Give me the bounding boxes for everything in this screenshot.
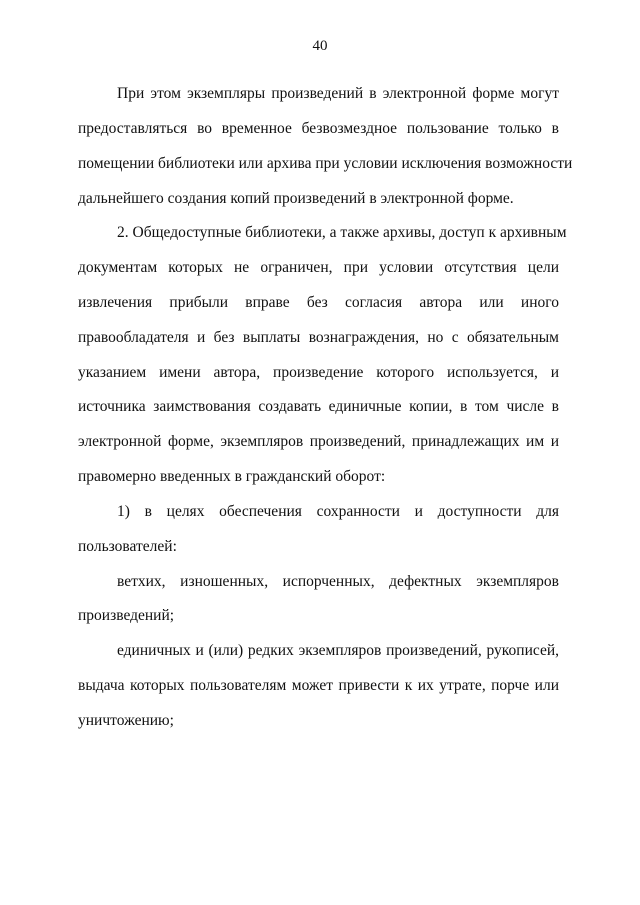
text-line: произведений; bbox=[78, 607, 175, 624]
text-line: предоставляться во временное безвозмездное пользование только в bbox=[78, 120, 559, 137]
text-line: выдача которых пользователям может привести к их утрате, порче или bbox=[78, 677, 559, 694]
text-line: помещении библиотеки или архива при условии исключения возможности bbox=[78, 155, 573, 172]
page-number: 40 bbox=[312, 38, 328, 54]
text-line: ветхих, изношенных, испорченных, дефектных экземпляров bbox=[117, 573, 559, 590]
text-line: указанием имени автора, произведение которого используется, и bbox=[78, 364, 559, 381]
text-line: источника заимствования создавать единичные копии, в том числе в bbox=[78, 398, 559, 415]
text-line: правообладателя и без выплаты вознаграждения, но с обязательным bbox=[78, 329, 559, 346]
text-line: При этом экземпляры произведений в электронной форме могут bbox=[117, 85, 559, 102]
text-line: 1) в целях обеспечения сохранности и доступности для bbox=[117, 503, 559, 520]
text-line: пользователей: bbox=[78, 538, 177, 555]
text-line: единичных и (или) редких экземпляров произведений, рукописей, bbox=[117, 642, 559, 659]
text-line: уничтожению; bbox=[78, 712, 174, 729]
text-line: документам которых не ограничен, при условии отсутствия цели bbox=[78, 259, 559, 276]
text-line: дальнейшего создания копий произведений в электронной форме. bbox=[78, 190, 514, 207]
text-line: электронной форме, экземпляров произведений, принадлежащих им и bbox=[78, 433, 559, 450]
text-line: извлечения прибыли вправе без согласия автора или иного bbox=[78, 294, 559, 311]
text-line: правомерно введенных в гражданский оборот: bbox=[78, 468, 386, 485]
text-line: 2. Общедоступные библиотеки, а также архивы, доступ к архивным bbox=[117, 224, 567, 241]
